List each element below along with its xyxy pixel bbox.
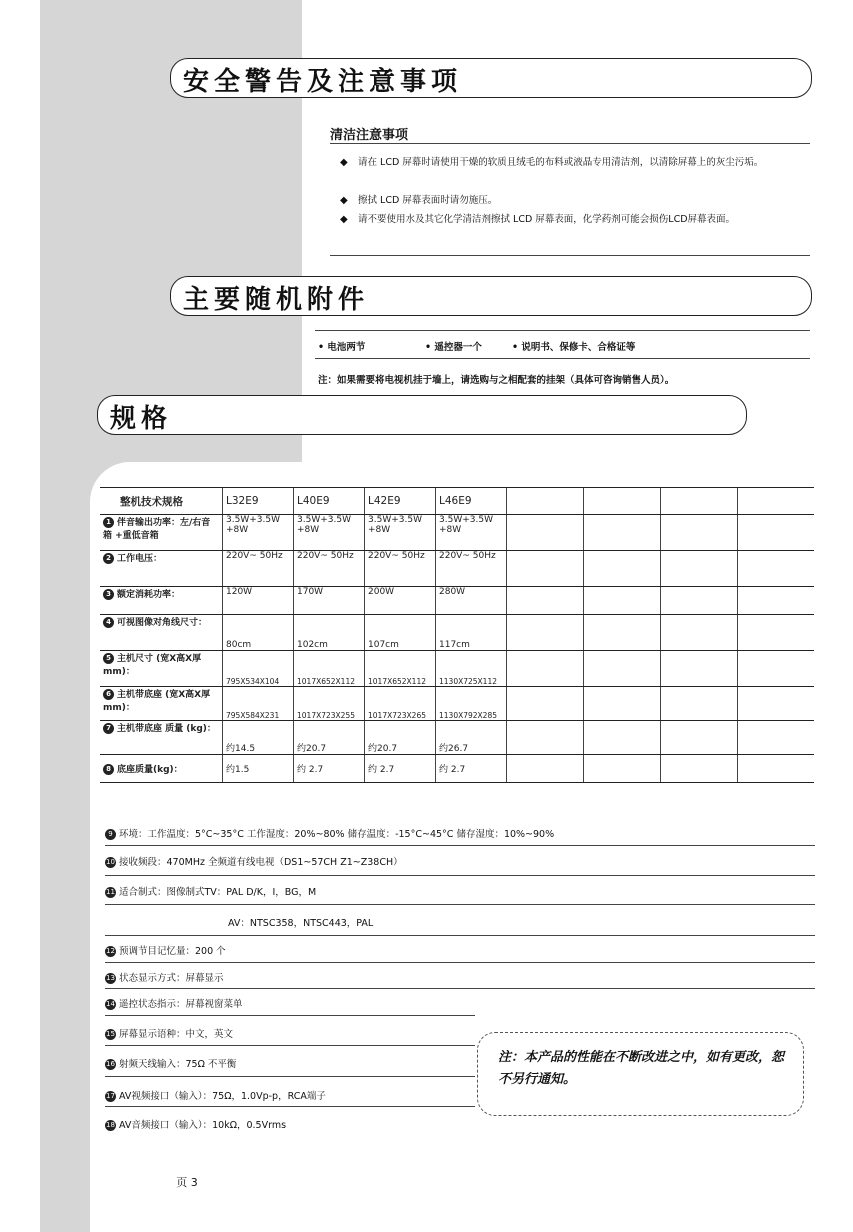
spec-line-15: 15 屏幕显示语种：中文，英文 (106, 1029, 234, 1040)
section-safety (170, 58, 812, 98)
divider (105, 845, 815, 846)
divider (330, 255, 810, 256)
spec-line-11b: AV：NTSC358，NTSC443，PAL (228, 918, 374, 929)
diamond-icon: ◆ (340, 195, 348, 206)
spec-line-17: 17 AV视频接口（输入）：75Ω，1.0Vp-p，RCA端子 (106, 1091, 326, 1102)
empty-cell (584, 488, 661, 515)
spec-line-18: 18 AV音频接口（输入）：10kΩ，0.5Vrms (106, 1120, 287, 1131)
header-cell: L42E9 (365, 488, 436, 515)
empty-cell (661, 488, 738, 515)
bullet-1: ◆ 请在 LCD 屏幕时请使用干燥的软质且绒毛的布料或液晶专用清洁剂，以清除屏幕上的灰尘污垢。 (340, 157, 764, 168)
spec-table (100, 487, 814, 783)
page-number: 页 3 (157, 1171, 217, 1195)
divider (105, 1045, 475, 1046)
divider (105, 988, 815, 989)
accessories-title: 主要随机附件 (183, 285, 370, 315)
spec-line-12: 12 预调节目记忆量：200 个 (106, 946, 226, 957)
spec-line-13: 13 状态显示方式：屏幕显示 (106, 973, 224, 984)
divider (105, 875, 815, 876)
safety-subhead: 清洁注意事项 (330, 128, 409, 143)
bullet-3: ◆ 请不要使用水及其它化学清洁剂擦拭 LCD 屏幕表面，化学药剂可能会损伤LCD屏幕表面。 (340, 214, 736, 225)
divider (105, 935, 815, 936)
table-row: 5 主机尺寸 (宽X高X厚mm)： 795X534X104 1017X652X112 1017X652X112 1130X725X112 (100, 651, 814, 687)
spec-line-11: 11 适合制式：图像制式TV：PAL D/K，I，BG，M (106, 887, 317, 898)
divider (105, 1106, 475, 1107)
table-header-row (100, 488, 814, 515)
accessory-1: • 电池两节 (318, 342, 366, 353)
table-row: 2 工作电压： 220V~ 50Hz 220V~ 50Hz 220V~ 50Hz 220V~ 50Hz (100, 551, 814, 587)
divider (315, 330, 810, 331)
divider (105, 1076, 475, 1077)
improvement-note: 注：本产品的性能在不断改进之中，如有更改，恕不另行通知。 (498, 1050, 785, 1087)
bullet-2: ◆ 擦拭 LCD 屏幕表面时请勿施压。 (340, 195, 498, 206)
specs-title: 规格 (110, 404, 173, 434)
diamond-icon: ◆ (340, 157, 348, 168)
table-row: 8 底座质量(kg)： 约1.5 约 2.7 约 2.7 约 2.7 (100, 755, 814, 783)
accessory-2: • 遥控器一个 (425, 342, 482, 353)
table-row: 3 额定消耗功率： 120W 170W 200W 280W (100, 587, 814, 615)
section-specs (97, 395, 747, 435)
spec-line-16: 16 射频天线输入：75Ω 不平衡 (106, 1059, 237, 1070)
table-row: 4 可视图像对角线尺寸： 80cm 102cm 107cm 117cm (100, 615, 814, 651)
section-accessories (170, 276, 812, 316)
empty-cell (738, 488, 815, 515)
table-row: 6 主机带底座 (宽X高X厚mm)： 795X584X231 1017X723X255 1017X723X265 1130X792X285 (100, 687, 814, 721)
divider (105, 904, 815, 905)
divider (105, 962, 815, 963)
table-row: 1 伴音输出功率：左/右音箱 +重低音箱 3.5W+3.5W +8W 3.5W+3.5W +8W 3.5W+3.5W +8W 3.5W+3.5W +8W (100, 515, 814, 551)
divider (315, 358, 810, 359)
spec-line-9: 9 环境：工作温度：5°C~35°C 工作湿度：20%~80% 储存温度：-15°C~45°C 储存湿度：10%~90% (105, 824, 815, 840)
table-row: 7 主机带底座 质量 (kg)： 约14.5 约20.7 约20.7 约26.7 (100, 721, 814, 755)
header-cell: L46E9 (436, 488, 507, 515)
improvement-note-box (477, 1032, 804, 1116)
header-cell: L32E9 (223, 488, 294, 515)
diamond-icon: ◆ (340, 214, 348, 225)
accessory-3: • 说明书、保修卡、合格证等 (512, 342, 636, 353)
empty-cell (507, 488, 584, 515)
accessories-note: 注：如果需要将电视机挂于墙上，请选购与之相配套的挂架（具体可咨询销售人员）。 (318, 375, 675, 386)
safety-title: 安全警告及注意事项 (183, 67, 463, 97)
divider (105, 1015, 475, 1016)
header-cell: L40E9 (294, 488, 365, 515)
header-cell: 整机技术规格 (100, 488, 223, 515)
divider (330, 143, 810, 144)
spec-line-10: 10 接收频段：470MHz 全频道有线电视（DS1~57CH Z1~Z38CH） (106, 857, 403, 868)
spec-line-14: 14 遥控状态指示：屏幕视窗菜单 (106, 999, 243, 1010)
